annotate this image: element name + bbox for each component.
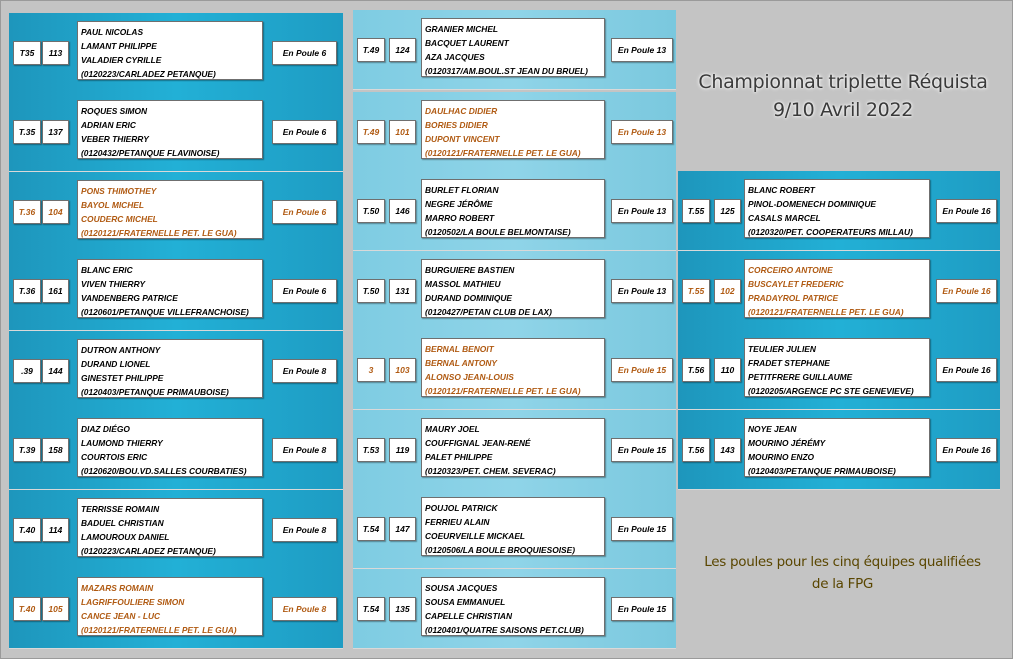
- player-name: LAMOUROUX DANIEL: [81, 532, 170, 542]
- poule-assignment-box: En Poule 16: [936, 438, 997, 462]
- terrain-box: T.35: [13, 120, 41, 144]
- player-name: MAZARS ROMAIN: [81, 583, 154, 593]
- terrain-box: T35: [13, 41, 41, 65]
- player-name: MARRO ROBERT: [425, 213, 495, 223]
- team-row: [9, 172, 343, 252]
- player-name: PAUL NICOLAS: [81, 27, 144, 37]
- poule-assignment-box: En Poule 8: [272, 597, 337, 621]
- player-name: BORIES DIDIER: [425, 120, 488, 130]
- player-name: PALET PHILIPPE: [425, 452, 493, 462]
- team-row: [353, 489, 676, 569]
- player-name: BERNAL BENOIT: [425, 344, 494, 354]
- column-right: [678, 171, 1000, 491]
- club-name: (0120320/PET. COOPERATEURS MILLAU): [748, 227, 913, 237]
- terrain-box: T.36: [13, 279, 41, 303]
- player-name: NEGRE JÉRÔME: [425, 199, 493, 209]
- team-members-box: [421, 338, 605, 397]
- team-members-box: [77, 21, 263, 80]
- team-row: [678, 251, 1000, 331]
- team-members-box: [77, 100, 263, 159]
- team-members-box: [77, 259, 263, 318]
- team-row: [353, 251, 676, 331]
- team-row: [9, 569, 343, 649]
- player-name: PONS THIMOTHEY: [81, 186, 157, 196]
- terrain-box: T.55: [682, 199, 710, 223]
- team-members-box: [421, 179, 605, 238]
- team-number-box: 110: [714, 358, 741, 382]
- player-name: MASSOL MATHIEU: [425, 279, 501, 289]
- team-members-box: [744, 418, 930, 477]
- player-name: BADUEL CHRISTIAN: [81, 518, 164, 528]
- team-row: [353, 410, 676, 490]
- column-left: [9, 13, 343, 649]
- team-number-box: 125: [714, 199, 741, 223]
- club-name: (0120223/CARLADEZ PETANQUE): [81, 69, 216, 79]
- team-row: [353, 171, 676, 251]
- team-number-box: 101: [389, 120, 416, 144]
- club-name: (0120121/FRATERNELLE PET. LE GUA): [81, 228, 237, 238]
- club-name: (0120323/PET. CHEM. SEVERAC): [425, 466, 556, 476]
- terrain-box: T.49: [357, 120, 385, 144]
- terrain-box: T.40: [13, 597, 41, 621]
- terrain-box: T.49: [357, 38, 385, 62]
- team-members-box: [744, 179, 930, 238]
- poule-assignment-box: En Poule 15: [611, 358, 673, 382]
- team-number-box: 158: [42, 438, 69, 462]
- player-name: VEBER THIERRY: [81, 134, 149, 144]
- player-name: BERNAL ANTONY: [425, 358, 497, 368]
- player-name: COUFFIGNAL JEAN-RENÉ: [425, 438, 531, 448]
- player-name: CAPELLE CHRISTIAN: [425, 611, 513, 621]
- team-number-box: 131: [389, 279, 416, 303]
- team-members-box: [77, 339, 263, 398]
- team-row: [678, 410, 1000, 490]
- note-line-1: Les poules pour les cinq équipes qualifiées: [704, 554, 981, 570]
- player-name: VANDENBERG PATRICE: [81, 293, 178, 303]
- club-name: (0120427/PETAN CLUB DE LAX): [425, 307, 552, 317]
- poule-assignment-box: En Poule 15: [611, 597, 673, 621]
- terrain-box: T.54: [357, 517, 385, 541]
- player-name: MAURY JOEL: [425, 424, 480, 434]
- title-line-2: 9/10 Avril 2022: [772, 99, 914, 121]
- team-row: [678, 171, 1000, 251]
- team-number-box: 104: [42, 200, 69, 224]
- poule-assignment-box: En Poule 15: [611, 517, 673, 541]
- poule-assignment-box: En Poule 13: [611, 279, 673, 303]
- team-number-box: 137: [42, 120, 69, 144]
- player-name: DIAZ DIÉGO: [81, 424, 130, 434]
- player-name: PRADAYROL PATRICE: [748, 293, 839, 303]
- club-name: (0120121/FRATERNELLE PET. LE GUA): [81, 625, 237, 635]
- player-name: CORCEIRO ANTOINE: [748, 265, 833, 275]
- team-members-box: [77, 577, 263, 636]
- player-name: BLANC ROBERT: [748, 185, 815, 195]
- terrain-box: T.54: [357, 597, 385, 621]
- club-name: (0120502/LA BOULE BELMONTAISE): [425, 227, 571, 237]
- team-row: [353, 569, 676, 649]
- poule-assignment-box: En Poule 16: [936, 199, 997, 223]
- team-number-box: 135: [389, 597, 416, 621]
- team-number-box: 124: [389, 38, 416, 62]
- team-number-box: 113: [42, 41, 69, 65]
- poule-assignment-box: En Poule 13: [611, 120, 673, 144]
- player-name: BACQUET LAURENT: [425, 38, 509, 48]
- poule-assignment-box: En Poule 15: [611, 438, 673, 462]
- team-members-box: [421, 100, 605, 159]
- player-name: SOUSA JACQUES: [425, 583, 498, 593]
- team-number-box: 119: [389, 438, 416, 462]
- player-name: ROQUES SIMON: [81, 106, 148, 116]
- team-members-box: [744, 259, 930, 318]
- player-name: BURGUIERE BASTIEN: [425, 265, 515, 275]
- terrain-box: .39: [13, 359, 41, 383]
- player-name: NOYE JEAN: [748, 424, 797, 434]
- team-number-box: 102: [714, 279, 741, 303]
- team-row: [353, 10, 676, 90]
- club-name: (0120601/PETANQUE VILLEFRANCHOISE): [81, 307, 249, 317]
- player-name: GINESTET PHILIPPE: [81, 373, 164, 383]
- club-name: (0120121/FRATERNELLE PET. LE GUA): [748, 307, 904, 317]
- player-name: DUPONT VINCENT: [425, 134, 500, 144]
- player-name: AZA JACQUES: [425, 52, 485, 62]
- title-line-1: Championnat triplette Réquista: [698, 71, 988, 93]
- terrain-box: T.56: [682, 358, 710, 382]
- team-number-box: 105: [42, 597, 69, 621]
- team-members-box: [744, 338, 930, 397]
- player-name: TERRISSE ROMAIN: [81, 504, 160, 514]
- poule-assignment-box: En Poule 8: [272, 518, 337, 542]
- poule-assignment-box: En Poule 6: [272, 200, 337, 224]
- column-middle: [353, 10, 676, 650]
- poule-assignment-box: En Poule 13: [611, 38, 673, 62]
- team-number-box: 143: [714, 438, 741, 462]
- player-name: LAUMOND THIERRY: [81, 438, 163, 448]
- club-name: (0120205/ARGENCE PC STE GENEVIEVE): [748, 386, 914, 396]
- player-name: FERRIEU ALAIN: [425, 517, 490, 527]
- team-members-box: [77, 180, 263, 239]
- player-name: BURLET FLORIAN: [425, 185, 499, 195]
- player-name: LAMANT PHILIPPE: [81, 41, 157, 51]
- team-row: [9, 410, 343, 490]
- terrain-box: T.56: [682, 438, 710, 462]
- terrain-box: T.50: [357, 199, 385, 223]
- team-row: [9, 490, 343, 570]
- player-name: COUDERC MICHEL: [81, 214, 158, 224]
- player-name: SOUSA EMMANUEL: [425, 597, 506, 607]
- poule-assignment-box: En Poule 6: [272, 41, 337, 65]
- team-row: [9, 13, 343, 93]
- player-name: COEURVEILLE MICKAEL: [425, 531, 526, 541]
- note-line-2: de la FPG: [811, 576, 874, 592]
- player-name: PETITFRERE GUILLAUME: [748, 372, 853, 382]
- terrain-box: T.39: [13, 438, 41, 462]
- club-name: (0120121/FRATERNELLE PET. LE GUA): [425, 148, 581, 158]
- terrain-box: 3: [357, 358, 385, 382]
- team-number-box: 147: [389, 517, 416, 541]
- poule-assignment-box: En Poule 13: [611, 199, 673, 223]
- team-row: [678, 330, 1000, 410]
- team-members-box: [77, 498, 263, 557]
- player-name: DAULHAC DIDIER: [425, 106, 498, 116]
- player-name: MOURINO JÉRÉMY: [748, 438, 826, 448]
- club-name: (0120506/LA BOULE BROQUIESOISE): [425, 545, 576, 555]
- club-name: (0120403/PETANQUE PRIMAUBOISE): [748, 466, 896, 476]
- team-row: [9, 92, 343, 172]
- player-name: GRANIER MICHEL: [425, 24, 499, 34]
- club-name: (0120401/QUATRE SAISONS PET.CLUB): [425, 625, 584, 635]
- team-number-box: 103: [389, 358, 416, 382]
- player-name: ALONSO JEAN-LOUIS: [425, 372, 514, 382]
- team-number-box: 146: [389, 199, 416, 223]
- club-name: (0120223/CARLADEZ PETANQUE): [81, 546, 216, 556]
- team-row: [353, 92, 676, 172]
- player-name: ADRIAN ERIC: [81, 120, 136, 130]
- team-row: [9, 251, 343, 331]
- player-name: PINOL-DOMENECH DOMINIQUE: [748, 199, 876, 209]
- poule-assignment-box: En Poule 6: [272, 120, 337, 144]
- footer-note: [676, 551, 1009, 595]
- player-name: COURTOIS ERIC: [81, 452, 148, 462]
- club-name: (0120620/BOU.VD.SALLES COURBATIES): [81, 466, 247, 476]
- player-name: VIVEN THIERRY: [81, 279, 146, 289]
- terrain-box: T.53: [357, 438, 385, 462]
- poule-assignment-box: En Poule 8: [272, 438, 337, 462]
- player-name: BUSCAYLET FREDERIC: [748, 279, 844, 289]
- terrain-box: T.50: [357, 279, 385, 303]
- player-name: FRADET STEPHANE: [748, 358, 830, 368]
- player-name: CANCE JEAN - LUC: [81, 611, 161, 621]
- club-name: (0120403/PETANQUE PRIMAUBOISE): [81, 387, 229, 397]
- player-name: CASALS MARCEL: [748, 213, 821, 223]
- team-members-box: [421, 577, 605, 636]
- player-name: BLANC ERIC: [81, 265, 133, 275]
- terrain-box: T.40: [13, 518, 41, 542]
- club-name: (0120432/PETANQUE FLAVINOISE): [81, 148, 220, 158]
- team-members-box: [421, 497, 605, 556]
- team-number-box: 161: [42, 279, 69, 303]
- poule-assignment-box: En Poule 6: [272, 279, 337, 303]
- team-number-box: 144: [42, 359, 69, 383]
- team-members-box: [421, 418, 605, 477]
- club-name: (0120121/FRATERNELLE PET. LE GUA): [425, 386, 581, 396]
- team-members-box: [77, 418, 263, 477]
- terrain-box: T.36: [13, 200, 41, 224]
- player-name: TEULIER JULIEN: [748, 344, 816, 354]
- poule-assignment-box: En Poule 8: [272, 359, 337, 383]
- player-name: DUTRON ANTHONY: [81, 345, 161, 355]
- team-row: [353, 330, 676, 410]
- poule-assignment-box: En Poule 16: [936, 358, 997, 382]
- team-row: [9, 331, 343, 411]
- terrain-box: T.55: [682, 279, 710, 303]
- page-title: [684, 68, 1002, 124]
- player-name: POUJOL PATRICK: [425, 503, 498, 513]
- poule-assignment-box: En Poule 16: [936, 279, 997, 303]
- player-name: BAYOL MICHEL: [81, 200, 144, 210]
- player-name: DURAND DOMINIQUE: [425, 293, 513, 303]
- player-name: LAGRIFFOULIERE SIMON: [81, 597, 185, 607]
- club-name: (0120317/AM.BOUL.ST JEAN DU BRUEL): [425, 66, 588, 76]
- player-name: DURAND LIONEL: [81, 359, 151, 369]
- team-number-box: 114: [42, 518, 69, 542]
- team-members-box: [421, 259, 605, 318]
- player-name: VALADIER CYRILLE: [81, 55, 162, 65]
- player-name: MOURINO ENZO: [748, 452, 815, 462]
- team-members-box: [421, 18, 605, 77]
